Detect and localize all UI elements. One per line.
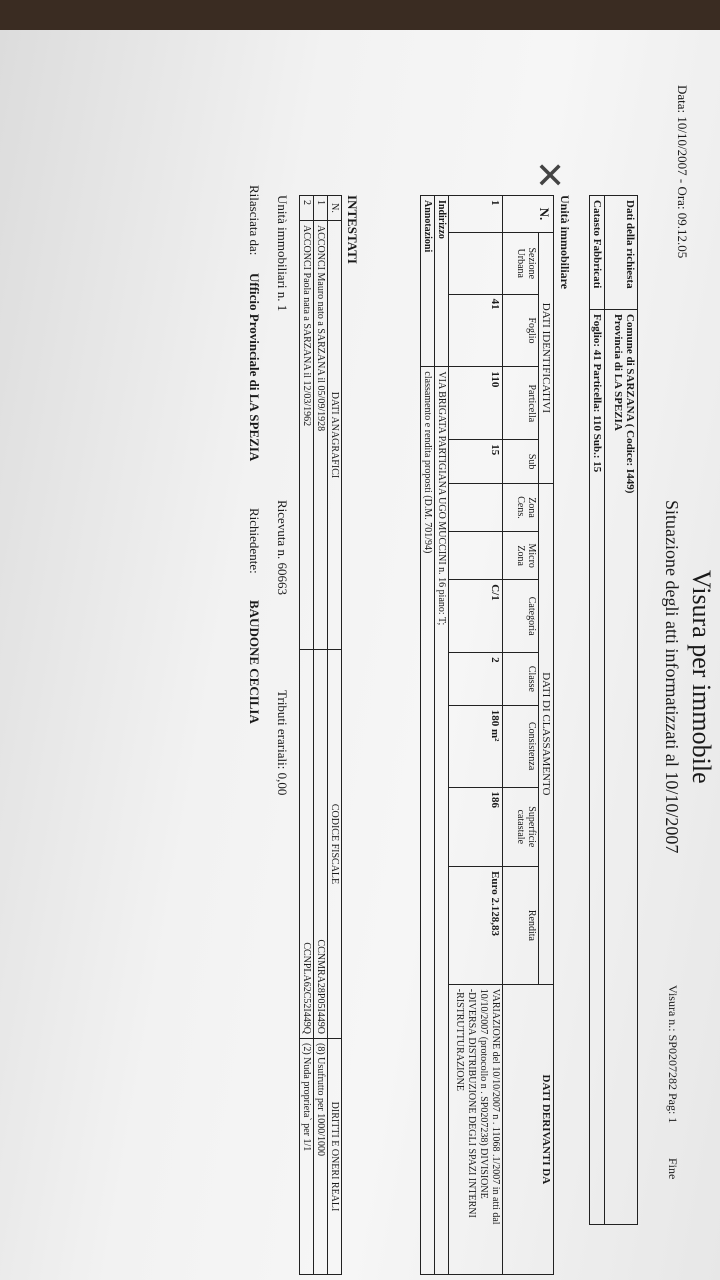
cell-superficie: 186 [449,787,503,867]
intestati-cf: CCNPLA62C52I449Q [300,650,314,1039]
cell-rendita: Euro 2.128,83 [449,867,503,985]
col-classe: Classe [503,653,539,706]
indirizzo-label: Indirizzo [435,196,449,367]
richiesta-table [589,195,638,1225]
intestati-col-diritti: DIRITTI E ONERI REALI [328,1039,342,1275]
cell-categoria: C/1 [449,580,503,653]
table-row [449,196,503,1275]
ricevuta: Ricevuta n. 60663 [275,500,290,595]
richiesta-provincia: Provincia di LA SPEZIA [612,314,624,431]
richiesta-comune-cell [605,310,638,1225]
col-n-header: N. [503,196,554,233]
page-title: Visura per immobile [687,570,716,784]
rotated-document [0,30,720,1225]
derivanti-line: -RISTRUTTURAZIONE [454,988,465,1091]
intestati-cf: CCNMRA28P05I449O [314,650,328,1039]
cell-n: 1 [449,196,503,233]
col-foglio: Foglio [503,294,539,367]
richiedente-value: BAUDONE CECILIA [247,600,262,724]
end-label: Fine [666,1158,680,1180]
tributi: Tributi erariali: 0,00 [275,690,290,796]
table-row [314,196,328,1275]
richiedente-label: Richiedente: [247,508,262,574]
col-zona: Zona Cens. [503,483,539,531]
handwritten-x-mark: ✕ [535,156,566,196]
group-derivanti: DATI DERIVANTI DA [503,984,554,1274]
derivanti-line: 10/10/2007 (protocollo n . SP0207238) DIVISIONE [478,988,489,1199]
date-time: Data: 10/10/2007 - Ora: 09.12.05 [675,85,690,259]
intestati-section-title: INTESTATI [345,195,360,264]
intestati-n: 2 [300,196,314,221]
col-categoria: Categoria [503,580,539,653]
cell-particella: 110 [449,367,503,440]
intestati-col-cf: CODICE FISCALE [328,650,342,1039]
cell-consistenza: 180 m² [449,705,503,787]
cell-derivanti [449,984,503,1274]
unita-table [420,195,554,1275]
col-superficie: Superficie catastale [503,787,539,867]
col-sub: Sub [503,440,539,484]
intestati-anagrafici: ACCONCI Mauro nato a SARZANA il 05/09/1928 [314,221,328,650]
cell-foglio: 41 [449,294,503,367]
intestati-diritti: (8) Usufrutto per 1000/1000 [314,1039,328,1275]
derivanti-line: -DIVERSA DISTRIBUZIONE DEGLI SPAZI INTERNI [466,988,477,1218]
col-particella: Particella [503,367,539,440]
cell-sub: 15 [449,440,503,484]
cell-sezione [449,232,503,294]
cell-zona [449,483,503,531]
group-identificativi: DATI IDENTIFICATIVI [539,232,554,483]
rilasciata-value: Ufficio Provinciale di LA SPEZIA [247,273,262,462]
table-row [300,196,314,1275]
visura-ref: Visura n.: SP0207282 Pag: 1 [666,985,680,1124]
richiesta-label: Dati della richiesta [605,196,638,310]
intestati-anagrafici: ACCONCI Paola nata a SARZANA il 12/03/1962 [300,221,314,650]
intestati-col-anagrafici: DATI ANAGRAFICI [328,221,342,650]
intestati-col-n: N. [328,196,342,221]
intestati-n: 1 [314,196,328,221]
annotazioni-label: Annotazioni [421,196,435,367]
richiesta-comune: Comune di SARZANA ( Codice: I449) [624,314,636,494]
catasto-label: Catasto Fabbricati [590,196,605,310]
indirizzo-value: VIA BRIGATA PARTIGIANA UGO MUCCINI n. 16 piano: T; [435,367,449,1275]
col-microzona: Micro Zona [503,532,539,580]
col-rendita: Rendita [503,867,539,985]
unita-section-title: Unità immobiliare [558,195,572,290]
foglio-line: Foglio: 41 Particella: 110 Sub.: 15 [590,310,605,1225]
group-classamento: DATI DI CLASSAMENTO [539,483,554,984]
intestati-table [299,195,342,1275]
rilasciata-label: Rilasciata da: [247,185,262,256]
cell-classe: 2 [449,653,503,706]
unita-count: Unità immobiliari n. 1 [275,195,290,312]
col-sezione: Sezione Urbana [503,232,539,294]
intestati-diritti: (2) Nuda proprieta` per 1/1 [300,1039,314,1275]
derivanti-line: VARIAZIONE del 10/10/2007 n . 11068 .1/2007 in atti dal [490,988,501,1225]
col-consistenza: Consistenza [503,705,539,787]
page-subtitle: Situazione degli atti informatizzati al 10/10/2007 [662,500,682,854]
annotazioni-value: classamento e rendita proposti (D.M. 701/94) [421,367,435,1275]
cell-microzona [449,532,503,580]
